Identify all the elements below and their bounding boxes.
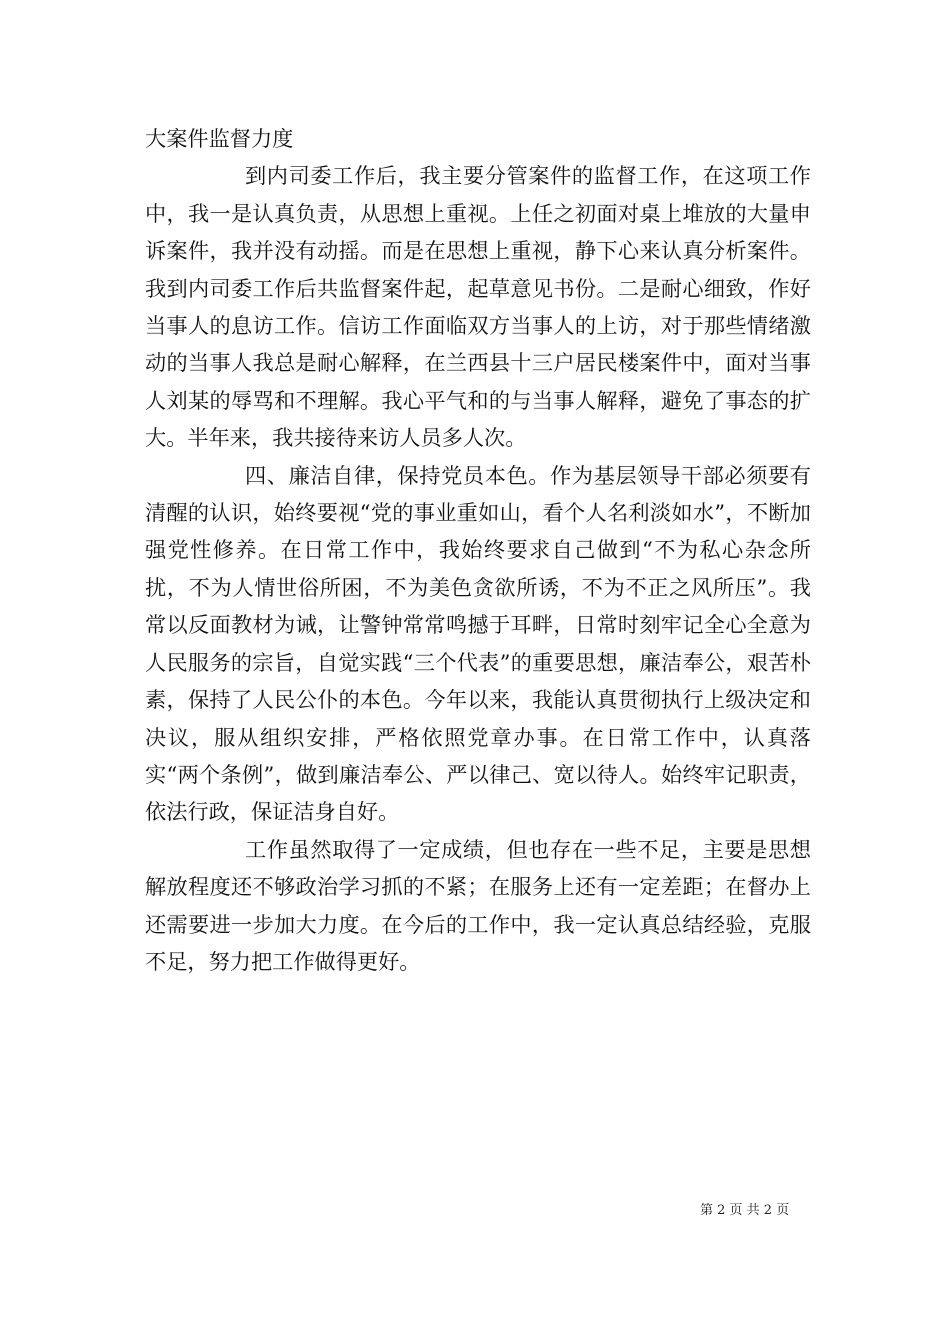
document-body (145, 120, 811, 980)
paragraph-integrity: 四、廉洁自律，保持党员本色。作为基层领导干部必须要有清醒的认识，始终要视“党的事业重如山，看个人名利淡如水”，不断加强党性修养。在日常工作中，我始终要求自己做到“不为私心杂念所扰，不为人情世俗所困，不为美色贪欲所诱，不为不正之风所压”。我常以反面教材为诫，让警钟常常鸣撼于耳畔，日常时刻牢记全心全意为人民服务的宗旨，自觉实践“三个代表”的重要思想，廉洁奉公，艰苦朴素，保持了人民公仆的本色。今年以来，我能认真贯彻执行上级决定和决议，服从组织安排，严格依照党章办事。在日常工作中，认真落实“两个条例”，做到廉洁奉公、严以律己、宽以待人。始终牢记职责，依法行政，保证洁身自好。 (145, 462, 811, 825)
paragraph-shortcomings: 工作虽然取得了一定成绩，但也存在一些不足，主要是思想解放程度还不够政治学习抓的不紧；在服务上还有一定差距；在督办上还需要进一步加大力度。在今后的工作中，我一定认真总结经验，克服不足，努力把工作做得更好。 (145, 836, 811, 974)
continued-heading-line: 大案件监督力度 (145, 126, 294, 151)
paragraph-case-supervision: 到内司委工作后，我主要分管案件的监督工作，在这项工作中，我一是认真负责，从思想上重视。上任之初面对桌上堆放的大量申诉案件，我并没有动摇。而是在思想上重视，静下心来认真分析案件。我到内司委工作后共监督案件起，起草意见书份。二是耐心细致，作好当事人的息访工作。信访工作面临双方当事人的上访，对于那些情绪激动的当事人我总是耐心解释，在兰西县十三户居民楼案件中，面对当事人刘某的辱骂和不理解。我心平气和的与当事人解释，避免了事态的扩大。半年来，我共接待来访人员多人次。 (145, 163, 811, 451)
page-number-footer: 第 2 页 共 2 页 (700, 1203, 790, 1218)
